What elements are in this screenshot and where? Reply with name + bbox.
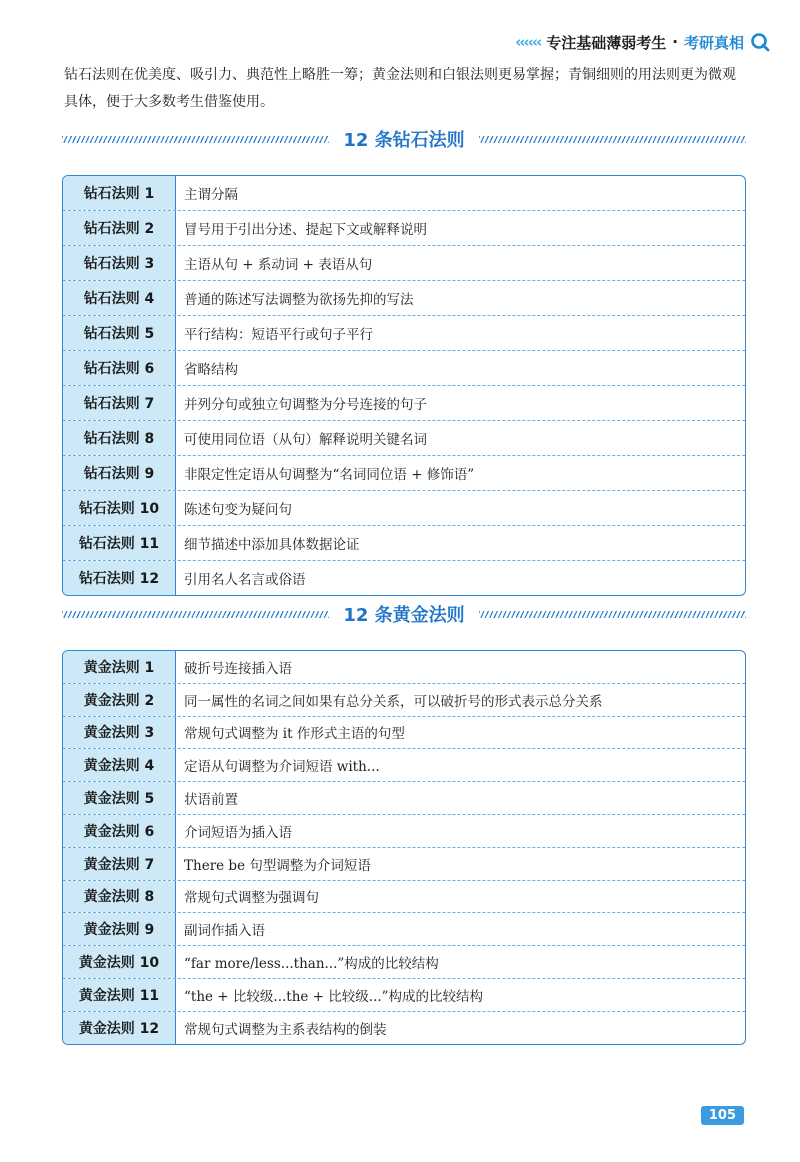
diamond-section-title (62, 124, 746, 154)
rule-label: 黄金法则 4 (63, 749, 176, 781)
rule-text: There be 句型调整为介词短语 (184, 857, 371, 874)
rule-label: 钻石法则 9 (63, 456, 176, 490)
table-row (63, 946, 745, 979)
rule-text: “far more/less...than...”构成的比较结构 (184, 956, 439, 973)
rule-text: 常规句式调整为强调句 (184, 890, 319, 907)
rule-label: 黄金法则 3 (63, 717, 176, 749)
rule-label: 黄金法则 10 (63, 946, 176, 978)
page-number: 105 (701, 1106, 744, 1125)
rule-text: 可使用同位语（从句）解释说明关键名词 (184, 432, 427, 448)
table-row (63, 386, 745, 421)
rule-label: 黄金法则 8 (63, 881, 176, 913)
rule-label: 黄金法则 1 (63, 651, 176, 683)
table-row (63, 211, 745, 246)
gold-section-title (62, 599, 746, 629)
magnifier-q-icon (750, 32, 770, 52)
rule-text: 副词作插入语 (184, 923, 265, 940)
table-row (63, 176, 745, 211)
running-header (515, 30, 770, 54)
table-row (63, 979, 745, 1012)
table-row (63, 351, 745, 386)
rule-label: 黄金法则 11 (63, 979, 176, 1011)
rule-label: 钻石法则 8 (63, 421, 176, 455)
intro-paragraph: 钻石法则在优美度、吸引力、典范性上略胜一筹；黄金法则和白银法则更易掌握；青铜细则的用法则更为微观具体，便于大多数考生借鉴使用。 (64, 67, 736, 110)
table-row (63, 316, 745, 351)
rule-text: 普通的陈述写法调整为欲扬先抑的写法 (184, 292, 414, 308)
rule-text: 冒号用于引出分述、提起下文或解释说明 (184, 222, 427, 238)
rule-text: 状语前置 (184, 792, 238, 809)
table-row (63, 1012, 745, 1044)
table-row (63, 421, 745, 456)
table-row (63, 651, 745, 684)
chevrons-left-icon: ‹‹‹‹‹‹ (515, 33, 541, 51)
rule-text: 非限定性定语从句调整为“名词同位语 + 修饰语” (184, 467, 475, 483)
rule-text: 平行结构：短语平行或句子平行 (184, 327, 373, 343)
rule-label: 黄金法则 12 (63, 1012, 176, 1044)
table-row (63, 281, 745, 316)
rule-text: 常规句式调整为 it 作形式主语的句型 (184, 726, 405, 743)
diamond-title-text: 12 条钻石法则 (343, 130, 465, 151)
gold-title-text: 12 条黄金法则 (343, 605, 465, 626)
rule-text: 定语从句调整为介词短语 with... (184, 759, 380, 776)
rule-label: 钻石法则 3 (63, 246, 176, 280)
rule-text: “the + 比较级...the + 比较级...”构成的比较结构 (184, 988, 484, 1005)
header-text: 专注基础薄弱考生 (546, 33, 667, 52)
rule-label: 钻石法则 11 (63, 526, 176, 560)
hatch-decoration-left (62, 611, 329, 618)
hatch-decoration-right (479, 611, 746, 618)
header-separator: · (672, 33, 678, 51)
rule-text: 省略结构 (184, 362, 238, 378)
rule-text: 引用名人名言或俗语 (184, 572, 306, 588)
header-accent: 考研真相 (683, 33, 744, 52)
table-row (63, 684, 745, 717)
rule-label: 钻石法则 10 (63, 491, 176, 525)
rule-label: 钻石法则 12 (63, 561, 176, 595)
rule-label: 黄金法则 7 (63, 848, 176, 880)
hatch-decoration-right (479, 136, 746, 143)
table-row (63, 246, 745, 281)
table-row (63, 881, 745, 914)
rule-label: 钻石法则 7 (63, 386, 176, 420)
table-row (63, 913, 745, 946)
rule-text: 细节描述中添加具体数据论证 (184, 537, 360, 553)
table-row (63, 815, 745, 848)
rule-label: 钻石法则 5 (63, 316, 176, 350)
hatch-decoration-left (62, 136, 329, 143)
rule-text: 主语从句 + 系动词 + 表语从句 (184, 257, 373, 273)
rule-text: 介词短语为插入语 (184, 824, 292, 841)
table-row (63, 848, 745, 881)
table-row (63, 561, 745, 595)
rule-text: 常规句式调整为主系表结构的倒装 (184, 1021, 387, 1038)
rule-label: 钻石法则 1 (63, 176, 176, 210)
rule-text: 破折号连接插入语 (184, 660, 292, 677)
table-row (63, 782, 745, 815)
rule-label: 黄金法则 5 (63, 782, 176, 814)
table-row (63, 749, 745, 782)
rule-label: 钻石法则 2 (63, 211, 176, 245)
table-row (63, 717, 745, 750)
gold-rules-table (62, 650, 746, 1045)
table-row (63, 491, 745, 526)
diamond-rules-table (62, 175, 746, 596)
rule-text: 陈述句变为疑问句 (184, 502, 292, 518)
rule-text: 主谓分隔 (184, 187, 238, 203)
rule-label: 黄金法则 6 (63, 815, 176, 847)
rule-label: 黄金法则 2 (63, 684, 176, 716)
table-row (63, 456, 745, 491)
rule-label: 黄金法则 9 (63, 913, 176, 945)
rule-text: 并列分句或独立句调整为分号连接的句子 (184, 397, 427, 413)
table-row (63, 526, 745, 561)
rule-text: 同一属性的名词之间如果有总分关系，可以破折号的形式表示总分关系 (184, 693, 603, 710)
rule-label: 钻石法则 4 (63, 281, 176, 315)
rule-label: 钻石法则 6 (63, 351, 176, 385)
